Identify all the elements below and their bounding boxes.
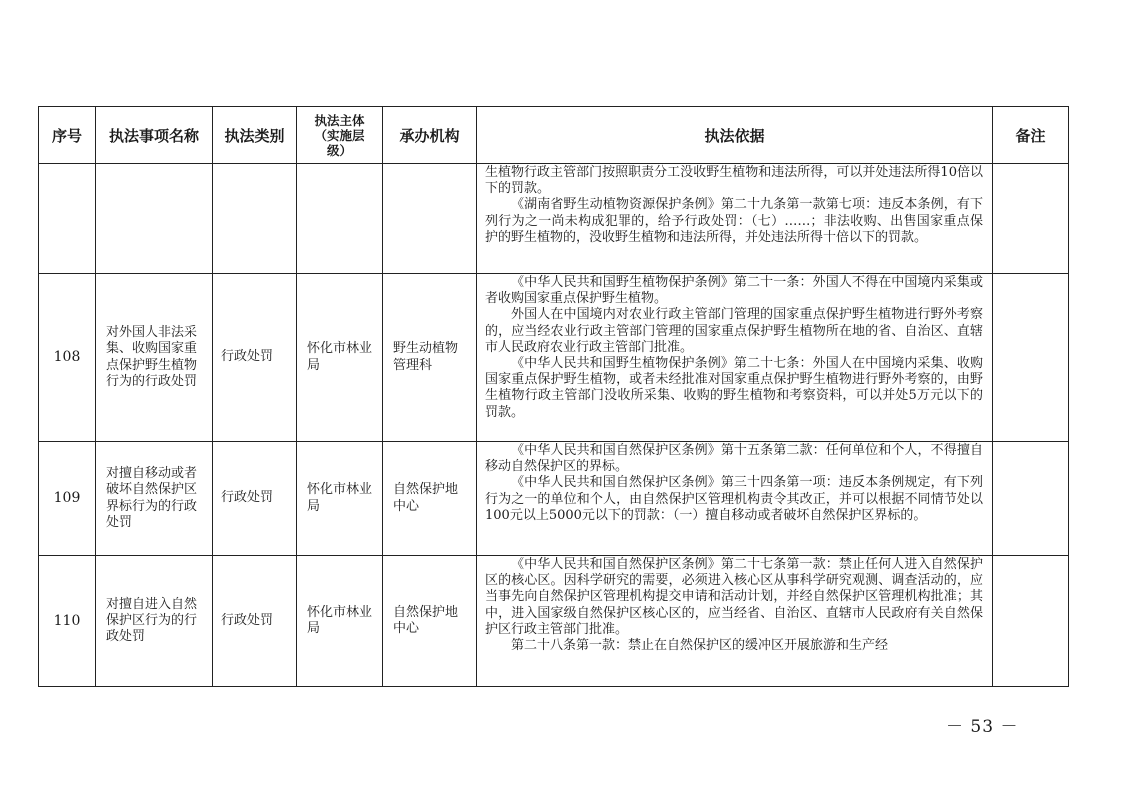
table-row [39,164,1069,274]
cell-category [213,164,297,274]
cell-remarks [993,164,1069,274]
law-enforcement-table [38,106,1069,687]
cell-seq: 108 [39,274,96,442]
cell-subject [297,164,383,274]
cell-department: 野生动植物管理科 [383,274,477,442]
cell-subject: 怀化市林业局 [297,274,383,442]
header-category: 执法类别 [213,107,297,164]
law-enforcement-table-container [38,106,1068,687]
cell-item-name: 对擅自移动或者破坏自然保护区界标行为的行政处罚 [96,442,213,556]
cell-legal-basis [477,274,993,442]
cell-department: 自然保护地中心 [383,556,477,687]
cell-item-name: 对擅自进入自然保护区行为的行政处罚 [96,556,213,687]
cell-legal-basis [477,442,993,556]
basis-paragraph: 《中华人民共和国野生植物保护条例》第二十七条：外国人在中国境内采集、收购国家重点保护野生植物，或者未经批准对国家重点保护野生植物进行野外考察的，由野生植物行政主管部门没收所采集、收购的野生植物和考察资料，可以并处5万元以下的罚款。 [485,356,983,420]
header-legal-basis: 执法依据 [477,107,993,164]
table-row [39,442,1069,556]
header-remarks: 备注 [993,107,1069,164]
page-number: － 53 － [946,717,1019,737]
header-item-name: 执法事项名称 [96,107,213,164]
cell-seq: 109 [39,442,96,556]
basis-paragraph: 《中华人民共和国野生植物保护条例》第二十一条：外国人不得在中国境内采集或者收购国家重点保护野生植物。 [485,275,983,307]
cell-department: 自然保护地中心 [383,442,477,556]
cell-seq: 110 [39,556,96,687]
basis-paragraph: 《中华人民共和国自然保护区条例》第三十四条第一项：违反本条例规定，有下列行为之一的单位和个人，由自然保护区管理机构责令其改正，并可以根据不同情节处以100元以上5000元以下的罚款：（一）擅自移动或者破坏自然保护区界标的。 [485,475,983,523]
basis-paragraph: 生植物行政主管部门按照职责分工没收野生植物和违法所得，可以并处违法所得10倍以下的罚款。 [485,165,983,197]
basis-paragraph: 第二十八条第一款：禁止在自然保护区的缓冲区开展旅游和生产经 [511,638,889,654]
cell-category: 行政处罚 [213,442,297,556]
header-department: 承办机构 [383,107,477,164]
table-header-row [39,107,1069,164]
table-row [39,556,1069,687]
cell-category: 行政处罚 [213,556,297,687]
header-subject-text: 执法主体（实施层级） [314,112,365,158]
cell-department [383,164,477,274]
basis-paragraph: 《中华人民共和国自然保护区条例》第二十七条第一款：禁止任何人进入自然保护区的核心区。因科学研究的需要，必须进入核心区从事科学研究观测、调查活动的，应当事先向自然保护区管理机构提交申请和活动计划，并经自然保护区管理机构批准；其中，进入国家级自然保护区核心区的，应当经省、自治区、直辖市人民政府有关自然保护区行政主管部门批准。 [485,557,983,637]
cell-remarks [993,556,1069,687]
cell-subject: 怀化市林业局 [297,556,383,687]
basis-paragraph: 《湖南省野生动植物资源保护条例》第二十九条第一款第七项：违反本条例，有下列行为之一尚未构成犯罪的，给予行政处罚：（七）……；非法收购、出售国家重点保护的野生植物的，没收野生植物和违法所得，并处违法所得十倍以下的罚款。 [485,197,983,245]
cell-remarks [993,274,1069,442]
cell-subject: 怀化市林业局 [297,442,383,556]
basis-paragraph: 外国人在中国境内对农业行政主管部门管理的国家重点保护野生植物进行野外考察的，应当经农业行政主管部门管理的国家重点保护野生植物所在地的省、自治区、直辖市人民政府农业行政主管部门批准。 [485,307,983,355]
cell-category: 行政处罚 [213,274,297,442]
header-subject [297,107,383,164]
cell-remarks [993,442,1069,556]
cell-item-name [96,164,213,274]
table-row [39,274,1069,442]
cell-legal-basis [477,164,993,274]
basis-paragraph: 《中华人民共和国自然保护区条例》第十五条第二款：任何单位和个人，不得擅自移动自然保护区的界标。 [485,443,983,475]
header-seq: 序号 [39,107,96,164]
cell-item-name: 对外国人非法采集、收购国家重点保护野生植物行为的行政处罚 [96,274,213,442]
cell-legal-basis [477,556,993,687]
cell-seq [39,164,96,274]
